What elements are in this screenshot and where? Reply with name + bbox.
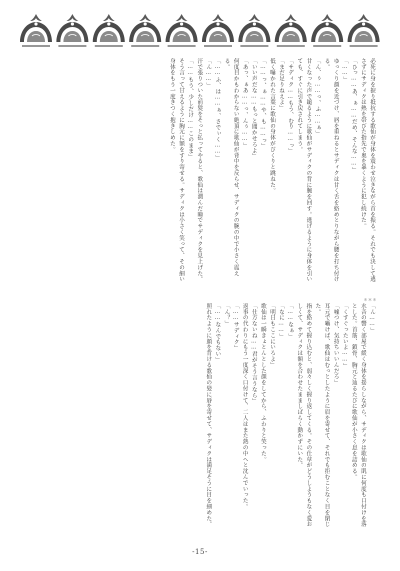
ornamental-header-border [18,12,382,50]
page-number: -15- [192,548,208,556]
body-text-upper: 必死に身を捩り抵抗する歌仙が身体を震わせ泣きながら首を振る。それでも決して逃さずにサディクは熱を帯びた指先で奥を暴くように犯し続けた。 「ひっ……あ、ぁ……だめ、そんな……」 「……」 ゆっくり顔を近づけ、唇を重ねるとサディクは甘く舌を絡めとりながら腰を打ち付ける。 「ん、ぅ……っ、ふ……ぁ」 甘くなった声で縋るように歌仙がサディクの背に腕を回す。逃げるように身体を引いても、すぐに引き戻されてしまう。 「サディク……もう、むり……っ」 「まだ足りねえよ」 低く囁かれた言葉に歌仙の身体がびくりと跳ねた。 「……っ、ぁ……や、も……っ」 「いい声だな……もっと聞かせろよ」 「あっ、ぁあ……っ、んぅ……」 何度目かもわからない絶頂に歌仙が背中を反らせ、サディクの腕の中で小さく震える。 「……ふ、は……ぁ、さでぃく……」 「ん……」 汗で張りついた前髪をそっと払ってやると、歌仙は潤んだ瞳でサディクを見上げた。 「……もう、少しだけ……このまま」 そう言って甘えるように胸元に額をすり寄せる。サディクは小さく笑って、その細い身体をもう一度きつく抱きしめた。 [168,58,375,283]
ornament-pattern-icon [18,12,382,50]
section-break-mark: ＊＊＊ [363,297,377,302]
body-text-lower: 「ん……」 水音の響く部屋で緩く身体を揺らしながら、サディクは歌仙の肌に何度も口付けを落とした。首筋、鎖骨、胸元と辿るたびに歌仙が小さく息を詰める。 「くすぐったいよ……」 「嘘つけ、気持ちいいんだろ」 耳元で囁けば、歌仙はむっとしたように眉を寄せて、それでも拒むことなく目を閉じた。 指を絡めて握り込むと、弱々しく握り返してくる。その仕草がどうしようもなく愛おしくて、サディクは額を合わせたまましばらく動かずにいた。 「……なぁ」 「なに……」 「明日もここにいろよ」 歌仙は一瞬きょとんとした顔をしてから、ふわりと笑った。 「仕方ないね……君がそう言うなら」 返事の代わりにもう一度深く口付けて、二人はまた熱の中へと沈んでいった。 「……サディク」 「ん？」 「……なんでもない」 照れたように顔を背ける歌仙の髪に唇を寄せて、サディクは満足そうに目を細めた。 [205,303,375,528]
